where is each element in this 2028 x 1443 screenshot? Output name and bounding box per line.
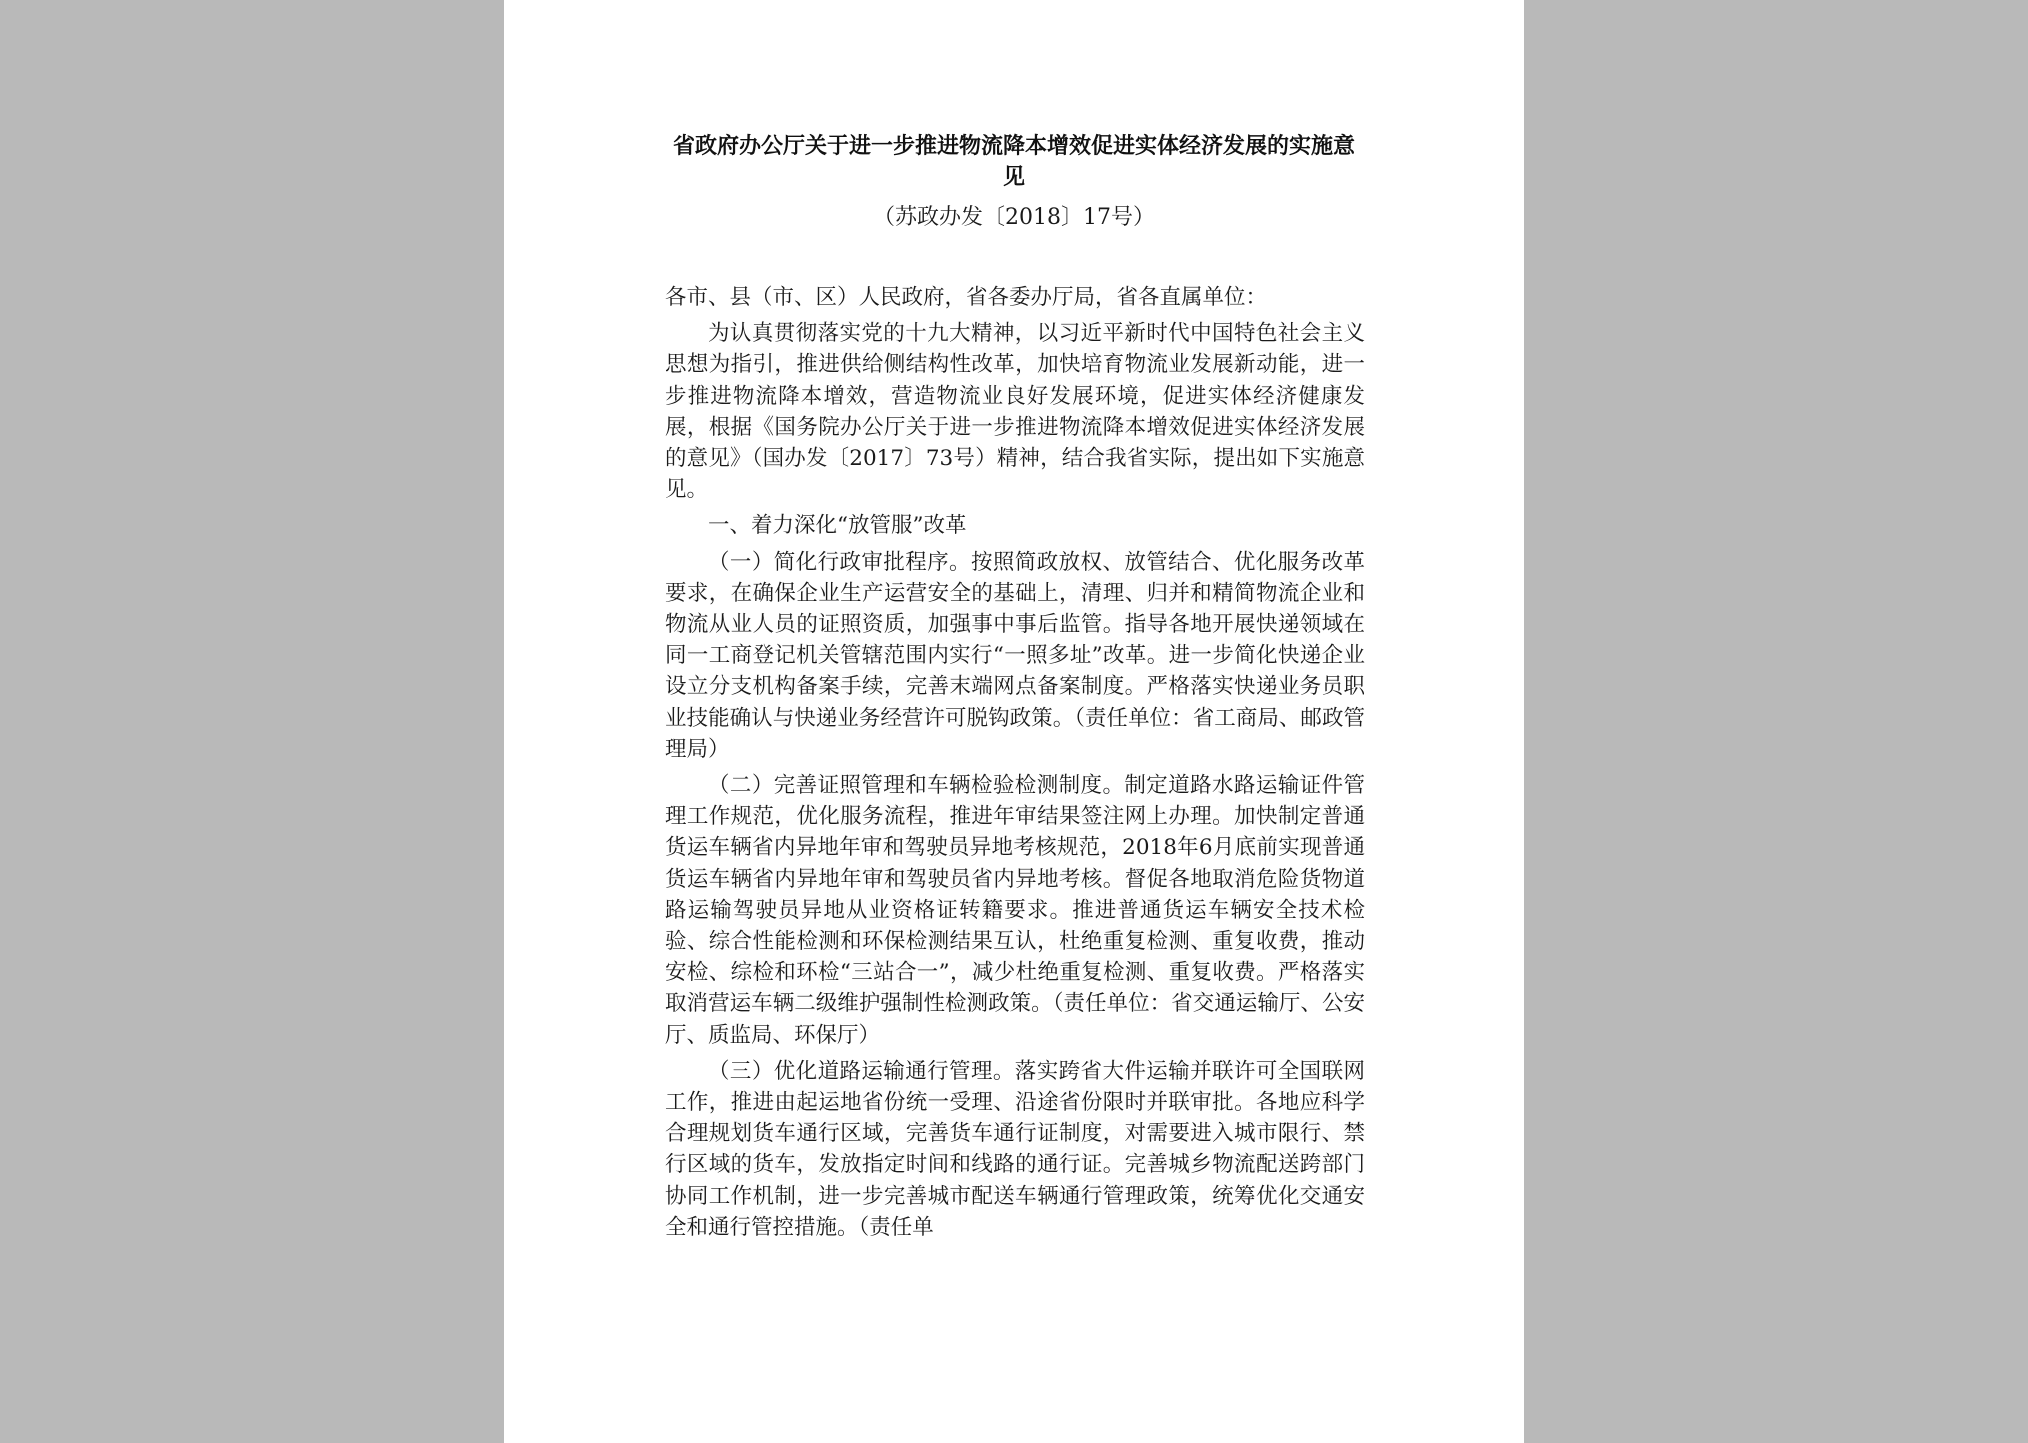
- section-heading-1: 一、着力深化“放管服”改革: [708, 513, 967, 539]
- paragraph-item-1: （一）简化行政审批程序。按照简政放权、放管结合、优化服务改革要求，在确保企业生产运营安全的基础上，清理、归并和精简物流企业和物流从业人员的证照资质，加强事中事后监管。指导各地开展快递领域在同一工商登记机关管辖范围内实行“一照多址”改革。进一步简化快递企业设立分支机构备案手续，完善末端网点备案制度。严格落实快递业务员职业技能确认与快递业务经营许可脱钩政策。（责任单位：省工商局、邮政管理局）: [665, 549, 1365, 762]
- document-body: [665, 282, 1365, 1243]
- addressee-line: 各市、县（市、区）人民政府，省各委办厅局，省各直属单位：: [665, 285, 1268, 310]
- document-title: 省政府办公厅关于进一步推进物流降本增效促进实体经济发展的实施意见: [672, 134, 1355, 190]
- paragraph-item-2: （二）完善证照管理和车辆检验检测制度。制定道路水路运输证件管理工作规范，优化服务流程，推进年审结果签注网上办理。加快制定普通货运车辆省内异地年审和驾驶员异地考核规范，2018年6月底前实现普通货运车辆省内异地年审和驾驶员省内异地考核。督促各地取消危险货物道路运输驾驶员异地从业资格证转籍要求。推进普通货运车辆安全技术检验、综合性能检测和环保检测结果互认，杜绝重复检测、重复收费，推动安检、综检和环检“三站合一”，减少杜绝重复检测、重复收费。严格落实取消营运车辆二级维护强制性检测政策。（责任单位：省交通运输厅、公安厅、质监局、环保厅）: [665, 773, 1365, 1048]
- paragraph-preamble: 为认真贯彻落实党的十九大精神，以习近平新时代中国特色社会主义思想为指引，推进供给侧结构性改革，加快培育物流业发展新动能，进一步推进物流降本增效，营造物流业良好发展环境，促进实体经济健康发展，根据《国务院办公厅关于进一步推进物流降本增效促进实体经济发展的意见》（国办发〔2017〕73号）精神，结合我省实际，提出如下实施意见。: [665, 321, 1365, 503]
- paragraph-item-3: （三）优化道路运输通行管理。落实跨省大件运输并联许可全国联网工作，推进由起运地省份统一受理、沿途省份限时并联审批。各地应科学合理规划货车通行区域，完善货车通行证制度，对需要进入城市限行、禁行区域的货车，发放指定时间和线路的通行证。完善城乡物流配送跨部门协同工作机制，进一步完善城市配送车辆通行管理政策，统筹优化交通安全和通行管控措施。（责任单: [665, 1058, 1365, 1240]
- document-page: [504, 0, 1524, 1443]
- document-number: （苏政办发〔2018〕17号）: [873, 205, 1155, 230]
